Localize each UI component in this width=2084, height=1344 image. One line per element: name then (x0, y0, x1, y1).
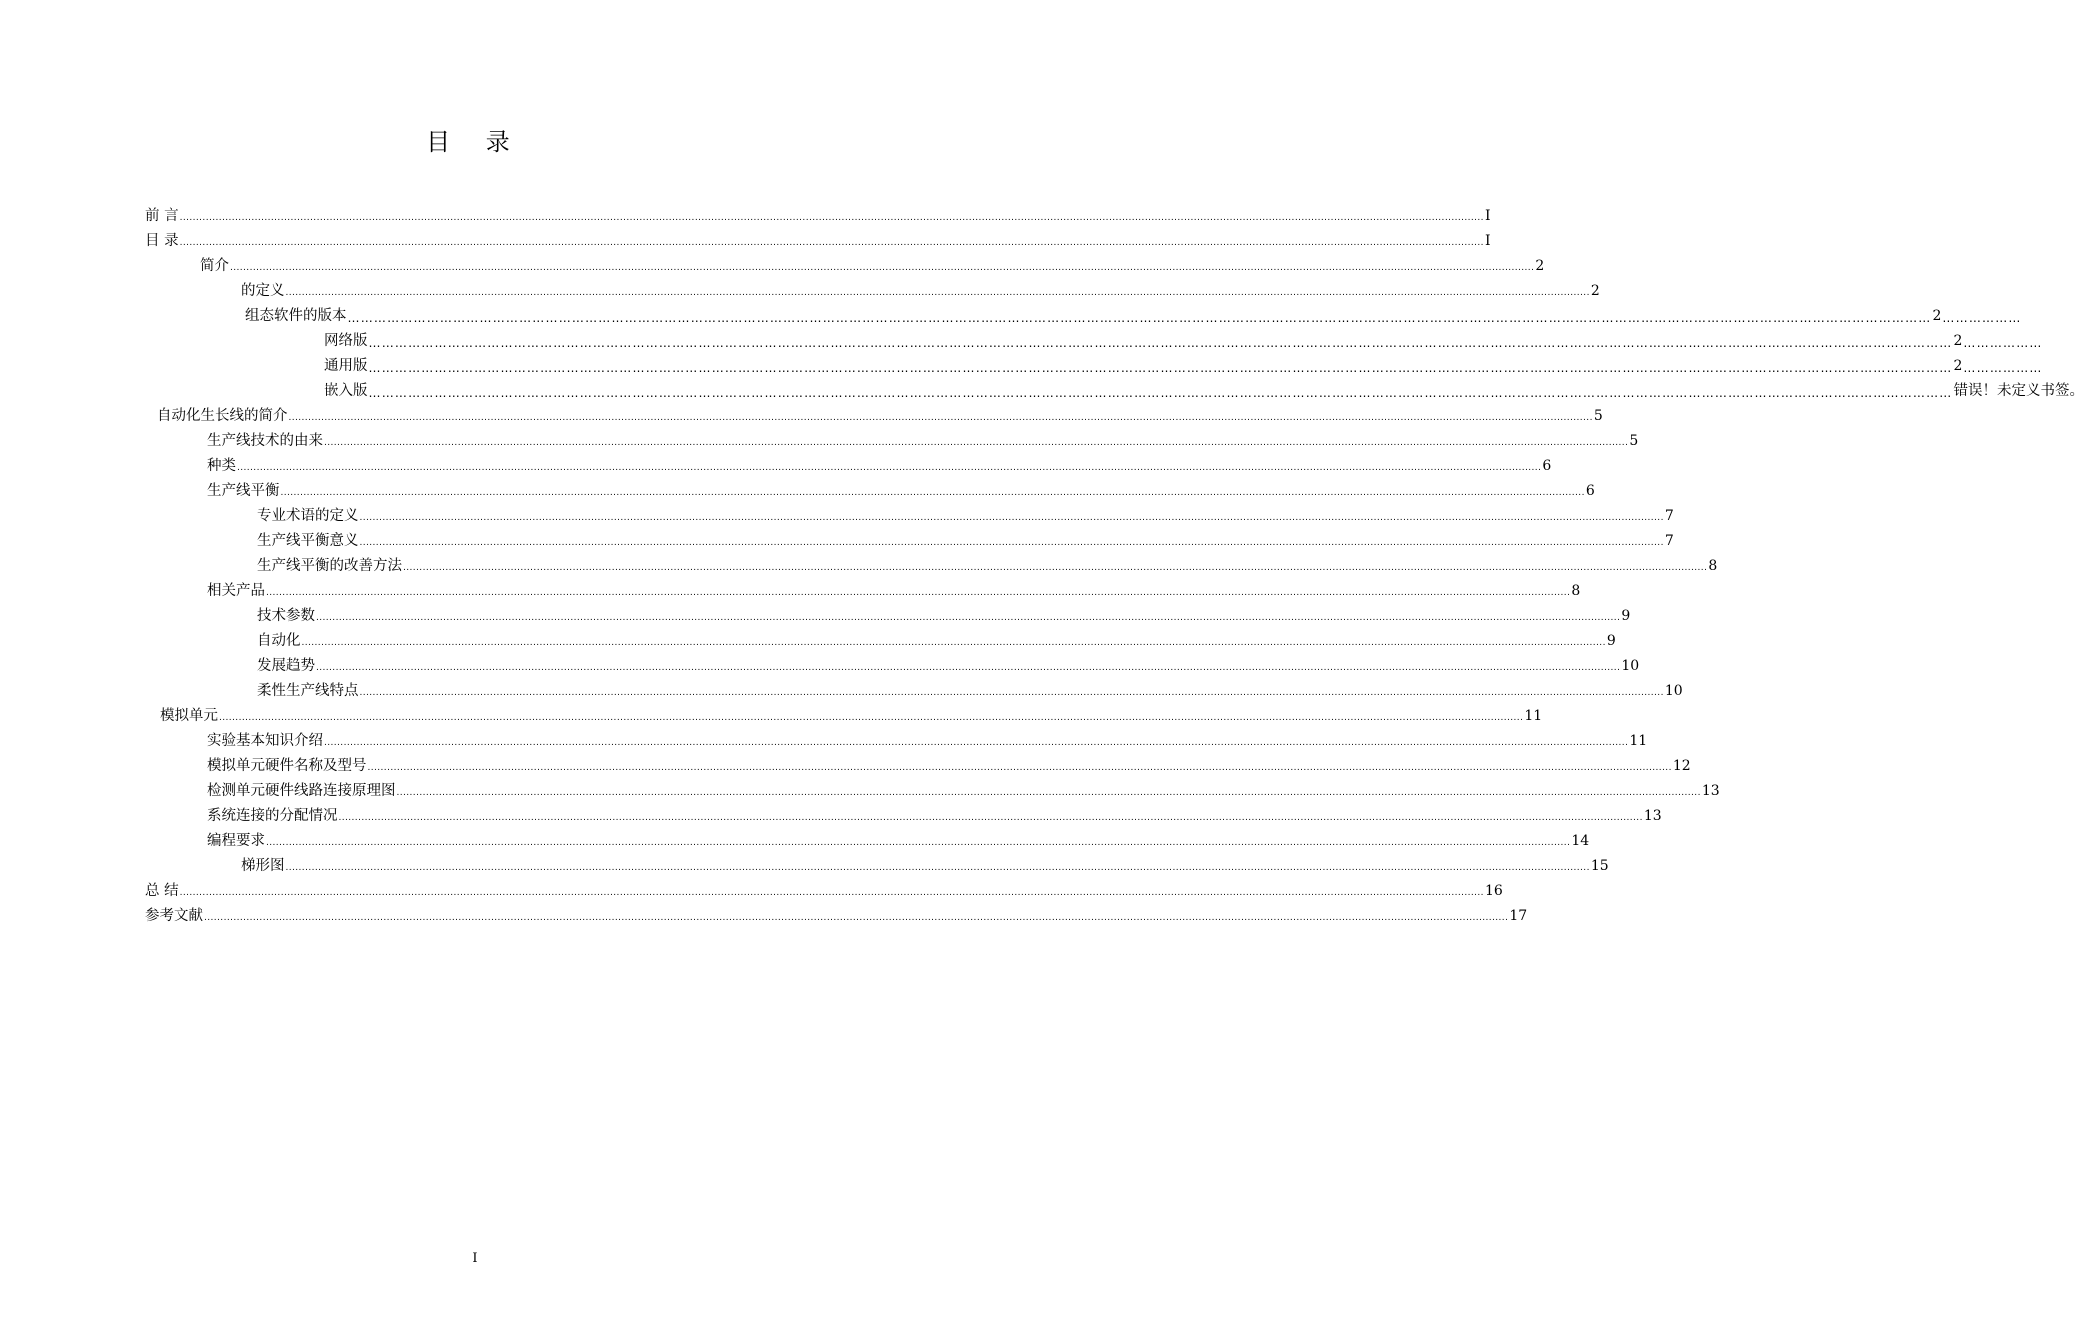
toc-leader-dots: ................................................................................................................................................................................................................................................................................................................................................................................................................ (359, 688, 1664, 698)
toc-entry-label: 的定义 (241, 283, 285, 299)
toc-leader-dots: ................................................................................................................................................................................................................................................................................................................................................................................................................ (288, 413, 1593, 423)
toc-entry-label: 发展趋势 (257, 658, 315, 674)
toc-entry[interactable] (245, 305, 2022, 325)
toc-trailing-dots: ……………… (1942, 311, 2022, 325)
toc-entry[interactable] (257, 505, 1674, 525)
toc-entry-label: 参考文献 (145, 908, 203, 924)
toc-leader-dots: ................................................................................................................................................................................................................................................................................................................................................................................................................ (301, 638, 1606, 648)
toc-entry[interactable] (257, 680, 1683, 700)
toc-entry-label: 自动化生长线的简介 (157, 408, 288, 424)
toc-entry-label: 种类 (207, 458, 236, 474)
toc-leader-dots: ................................................................................................................................................................................................................................................................................................................................................................................................................ (285, 863, 1590, 873)
toc-leader-dots: ................................................................................................................................................................................................................................................................................................................................................................................................................ (204, 913, 1509, 923)
toc-page-number: 5 (1629, 433, 1639, 449)
toc-entry[interactable] (257, 605, 1631, 625)
toc-leader-dots: ................................................................................................................................................................................................................................................................................................................................................................................................................ (266, 838, 1571, 848)
toc-entry[interactable] (257, 655, 1640, 675)
toc-entry[interactable] (207, 455, 1552, 475)
toc-entry-label: 生产线平衡意义 (257, 533, 359, 549)
toc-entry[interactable] (160, 705, 1543, 725)
toc-page-number: 6 (1585, 483, 1595, 499)
toc-page-number: 12 (1672, 758, 1691, 774)
toc-leader-dots: ................................................................................................................................................................................................................................................................................................................................................................................................................ (359, 538, 1664, 548)
toc-entry-label: 目 录 (145, 233, 179, 249)
toc-page-number: 9 (1621, 608, 1631, 624)
toc-entry[interactable] (207, 780, 1720, 800)
toc-entry-label: 技术参数 (257, 608, 315, 624)
toc-page-number: 2 (1953, 358, 1963, 374)
toc-entry-label: 组态软件的版本 (245, 308, 347, 324)
toc-leader-dots: ................................................................................................................................................................................................................................................................................................................................................................................................................ (396, 788, 1701, 798)
toc-leader-dots: ................................................................................................................................................................................................................................................................................................................................................................................................................ (280, 488, 1585, 498)
toc-leader-dots: ................................................................................................................................................................................................................................................................................................................................................................................................................ (266, 588, 1571, 598)
toc-page-number: 13 (1701, 783, 1720, 799)
toc-entry[interactable] (241, 280, 1600, 300)
toc-entry[interactable] (157, 405, 1603, 425)
toc-page-number: 2 (1953, 333, 1963, 349)
toc-leader-dots: ................................................................................................................................................................................................................................................................................................................................................................................................................ (179, 238, 1484, 248)
toc-trailing-dots: ……………… (1963, 361, 2043, 375)
toc-entry-label: 系统连接的 (207, 808, 280, 824)
toc-page-number: I (1484, 208, 1491, 224)
toc-entry-label: 通用版 (324, 358, 368, 374)
toc-entry[interactable] (207, 755, 1691, 775)
toc-page-number: 13 (1643, 808, 1662, 824)
toc-leader-dots: ................................................................................................................................................................................................................................................................................................................................................................................................................ (324, 738, 1629, 748)
toc-leader-dots: ................................................................................................................................................................................................................................................................................................................................................................................................................ (316, 613, 1621, 623)
toc-page-number: 11 (1629, 733, 1648, 749)
toc-page-number: 5 (1593, 408, 1603, 424)
toc-entry-label: 实验基本知识介绍 (207, 733, 323, 749)
toc-entry-label: 生产线平衡 (207, 483, 280, 499)
toc-leader-dots: ................................................................................................................................................................................................................................................................................................................................................................................................................ (359, 513, 1664, 523)
toc-entry[interactable] (241, 855, 1609, 875)
toc-entry[interactable] (145, 880, 1503, 900)
toc-page-number: 2 (1535, 258, 1545, 274)
toc-leader-dots: ……………………………………………………………………………………………………………………………………………………………………………………………………………………………………………………………………………………………………………………………… (347, 311, 1932, 325)
toc-entry-label: 嵌入版 (324, 383, 368, 399)
toc-entry[interactable] (324, 330, 2043, 350)
toc-entry-label: 编程要求 (207, 833, 265, 849)
toc-entry-label: 简介 (200, 258, 229, 274)
toc-entry-label: 柔性生产线特点 (257, 683, 359, 699)
toc-page-number: 7 (1664, 533, 1674, 549)
toc-entry[interactable] (324, 380, 2084, 400)
toc-entry[interactable] (145, 905, 1528, 925)
toc-entry[interactable] (257, 555, 1718, 575)
toc-entry[interactable] (207, 805, 1662, 825)
toc-page-number: 9 (1606, 633, 1616, 649)
toc-entry[interactable] (207, 830, 1590, 850)
toc-entry-label: 模拟单元硬件名称及型号 (207, 758, 367, 774)
page-title: 目 录 (426, 128, 524, 156)
toc-page-number: 16 (1484, 883, 1503, 899)
toc-entry-label: 自动化 (257, 633, 301, 649)
toc-entry-label: 模拟单元 (160, 708, 218, 724)
toc-leader-dots: ……………………………………………………………………………………………………………………………………………………………………………………………………………………………………………………………………………………………………………………………… (368, 361, 1953, 375)
toc-leader-dots: ................................................................................................................................................................................................................................................................................................................................................................................................................ (367, 763, 1672, 773)
toc-leader-dots: ................................................................................................................................................................................................................................................................................................................................................................................................................ (338, 813, 1643, 823)
toc-page-number: 10 (1621, 658, 1640, 674)
toc-entry-label: 检测单元硬件线路连接原理图 (207, 783, 396, 799)
toc-page-number: 8 (1571, 583, 1581, 599)
toc-leader-dots: ……………………………………………………………………………………………………………………………………………………………………………………………………………………………………………………………………………………………………………………………… (368, 336, 1953, 350)
toc-leader-dots: ................................................................................................................................................................................................................................................................................................................................................................................................................ (324, 438, 1629, 448)
toc-leader-dots: ................................................................................................................................................................................................................................................................................................................................................................................................................ (179, 888, 1484, 898)
toc-entry[interactable] (145, 205, 1491, 225)
toc-page-number: 10 (1664, 683, 1683, 699)
toc-entry[interactable] (207, 580, 1581, 600)
toc-page-number: 14 (1571, 833, 1590, 849)
toc-entry[interactable] (257, 530, 1674, 550)
toc-page-number: 11 (1524, 708, 1543, 724)
toc-entry[interactable] (145, 230, 1491, 250)
toc-leader-dots: ................................................................................................................................................................................................................................................................................................................................................................................................................ (219, 713, 1524, 723)
toc-page-number: 15 (1590, 858, 1609, 874)
toc-entry[interactable] (200, 255, 1545, 275)
toc-leader-dots: ................................................................................................................................................................................................................................................................................................................................................................................................................ (285, 288, 1590, 298)
toc-entry-label: 前 言 (145, 208, 179, 224)
toc-entry-label: 梯形图 (241, 858, 285, 874)
toc-leader-dots: ................................................................................................................................................................................................................................................................................................................................................................................................................ (237, 463, 1542, 473)
toc-entry-label: 相关产品 (207, 583, 265, 599)
toc-entry-label: 网络版 (324, 333, 368, 349)
toc-entry[interactable] (257, 630, 1616, 650)
page-number: I (472, 1251, 478, 1266)
toc-entry-label-part2: 分配情况 (279, 808, 338, 824)
toc-entry-label: 总 结 (145, 883, 179, 899)
toc-leader-dots: ……………………………………………………………………………………………………………………………………………………………………………………………………………………………………………………………………………………………………………………………… (368, 386, 1953, 400)
toc-leader-dots: ................................................................................................................................................................................................................................................................................................................................................................................................................ (230, 263, 1535, 273)
toc-page-number: 7 (1664, 508, 1674, 524)
toc-entry-label: 专业术语的定义 (257, 508, 359, 524)
toc-leader-dots: ................................................................................................................................................................................................................................................................................................................................................................................................................ (179, 213, 1484, 223)
toc-error-text: 错误！未定义书签。 (1953, 383, 2084, 399)
toc-page-number: 17 (1509, 908, 1528, 924)
toc-entry[interactable] (324, 355, 2043, 375)
toc-page-number: 2 (1590, 283, 1600, 299)
toc-page-number: 2 (1932, 308, 1942, 324)
toc-page-number: 8 (1708, 558, 1718, 574)
toc-leader-dots: ................................................................................................................................................................................................................................................................................................................................................................................................................ (316, 663, 1621, 673)
toc-page-number: I (1484, 233, 1491, 249)
toc-entry[interactable] (207, 730, 1648, 750)
toc-entry-label: 生产线技术的由来 (207, 433, 323, 449)
toc-leader-dots: ................................................................................................................................................................................................................................................................................................................................................................................................................ (403, 563, 1708, 573)
toc-page-number: 6 (1542, 458, 1552, 474)
toc-entry[interactable] (207, 480, 1595, 500)
toc-entry-label: 生产线平衡的改善方法 (257, 558, 402, 574)
toc-trailing-dots: ……………… (1963, 336, 2043, 350)
toc-entry[interactable] (207, 430, 1639, 450)
